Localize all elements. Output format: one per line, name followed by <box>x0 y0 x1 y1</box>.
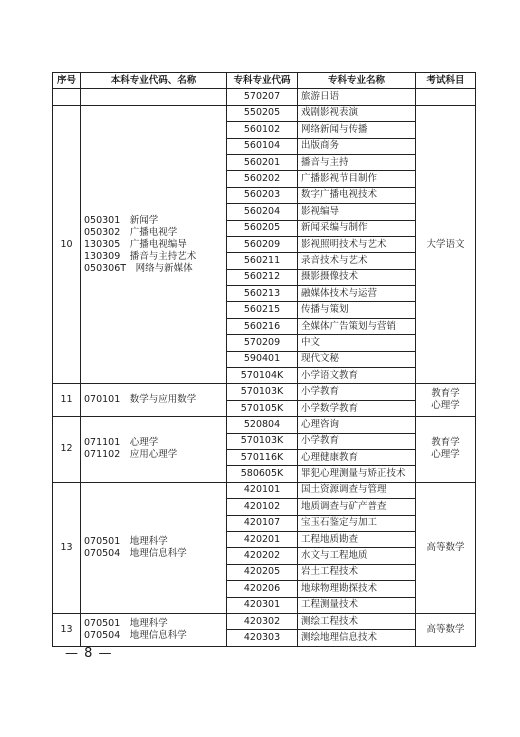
major-code-cell: 420206 <box>227 581 298 597</box>
major-name-cell: 罪犯心理测量与矫正技术 <box>298 466 416 482</box>
seq-cell: 12 <box>53 417 81 483</box>
table-row <box>53 613 476 629</box>
header-name: 专科专业名称 <box>298 73 416 89</box>
major-name-cell: 现代文秘 <box>298 351 416 367</box>
major-name-cell: 地质调查与矿产普查 <box>298 499 416 515</box>
major-name-cell: 测绘地理信息技术 <box>298 630 416 646</box>
undergrad-major: 130305 广播电视编导 <box>84 238 187 250</box>
major-name-cell: 工程地质勘查 <box>298 531 416 547</box>
major-name-cell: 传播与策划 <box>298 302 416 318</box>
table-row <box>53 482 476 498</box>
major-name-cell: 出版商务 <box>298 138 416 154</box>
seq-cell <box>53 89 81 105</box>
major-code-cell: 420107 <box>227 515 298 531</box>
major-code-cell: 420303 <box>227 630 298 646</box>
major-name-cell: 影视照明技术与艺术 <box>298 236 416 252</box>
major-code-cell: 420201 <box>227 531 298 547</box>
enrollment-table <box>52 72 476 647</box>
major-name-cell: 旅游日语 <box>298 89 416 105</box>
undergrad-major: 130309 播音与主持艺术 <box>84 250 197 262</box>
major-name-cell: 中文 <box>298 335 416 351</box>
table-row <box>53 105 476 121</box>
major-code-cell: 560211 <box>227 253 298 269</box>
undergrad-major: 070504 地理信息科学 <box>84 629 187 641</box>
header-subject: 考试科目 <box>416 73 476 89</box>
table-row <box>53 89 476 105</box>
major-name-cell: 宝玉石鉴定与加工 <box>298 515 416 531</box>
major-name-cell: 新闻采编与制作 <box>298 220 416 236</box>
table-body <box>53 89 476 646</box>
major-code-cell: 420301 <box>227 597 298 613</box>
undergrad-cell <box>81 417 227 483</box>
major-name-cell: 国土资源调查与管理 <box>298 482 416 498</box>
major-code-cell: 560204 <box>227 204 298 220</box>
major-code-cell: 560201 <box>227 154 298 170</box>
major-name-cell: 全媒体广告策划与营销 <box>298 318 416 334</box>
undergrad-cell <box>81 89 227 105</box>
major-code-cell: 420302 <box>227 613 298 629</box>
major-name-cell: 数字广播电视技术 <box>298 187 416 203</box>
undergrad-major: 070101 数学与应用数学 <box>84 394 197 406</box>
exam-subject-cell: 教育学 心理学 <box>416 384 476 417</box>
undergrad-major: 070501 地理科学 <box>84 535 168 547</box>
undergrad-cell <box>81 482 227 613</box>
undergrad-major: 071101 心理学 <box>84 437 159 449</box>
major-code-cell: 420205 <box>227 564 298 580</box>
major-code-cell: 420102 <box>227 499 298 515</box>
major-code-cell: 580605K <box>227 466 298 482</box>
header-seq: 序号 <box>53 73 81 89</box>
major-code-cell: 570104K <box>227 368 298 384</box>
major-code-cell: 570103K <box>227 384 298 400</box>
major-code-cell: 590401 <box>227 351 298 367</box>
major-name-cell: 播音与主持 <box>298 154 416 170</box>
header-undergrad: 本科专业代码、名称 <box>81 73 227 89</box>
undergrad-major: 071102 应用心理学 <box>84 449 178 461</box>
major-code-cell: 560212 <box>227 269 298 285</box>
major-code-cell: 560213 <box>227 286 298 302</box>
major-name-cell: 岩土工程技术 <box>298 564 416 580</box>
exam-subject-cell: 大学语文 <box>416 105 476 384</box>
major-name-cell: 测绘工程技术 <box>298 613 416 629</box>
major-code-cell: 570209 <box>227 335 298 351</box>
major-code-cell: 520804 <box>227 417 298 433</box>
seq-cell: 13 <box>53 613 81 646</box>
page-number: — 8 — <box>65 646 113 661</box>
major-name-cell: 小学语文教育 <box>298 368 416 384</box>
header-code: 专科专业代码 <box>227 73 298 89</box>
undergrad-major: 050302 广播电视学 <box>84 226 178 238</box>
major-code-cell: 560205 <box>227 220 298 236</box>
table-header-row <box>53 73 476 89</box>
undergrad-major: 050301 新闻学 <box>84 214 159 226</box>
major-name-cell: 广播影视节目制作 <box>298 171 416 187</box>
undergrad-major: 050306T 网络与新媒体 <box>84 262 193 274</box>
exam-subject-cell: 高等数学 <box>416 613 476 646</box>
major-name-cell: 摄影摄像技术 <box>298 269 416 285</box>
major-name-cell: 录音技术与艺术 <box>298 253 416 269</box>
major-code-cell: 560102 <box>227 122 298 138</box>
major-name-cell: 融媒体技术与运营 <box>298 286 416 302</box>
major-code-cell: 560209 <box>227 236 298 252</box>
undergrad-major: 070504 地理信息科学 <box>84 547 187 559</box>
major-code-cell: 570103K <box>227 433 298 449</box>
major-name-cell: 心理健康教育 <box>298 449 416 465</box>
major-name-cell: 小学教育 <box>298 433 416 449</box>
seq-cell: 10 <box>53 105 81 384</box>
major-code-cell: 560216 <box>227 318 298 334</box>
undergrad-cell <box>81 613 227 646</box>
major-name-cell: 心理咨询 <box>298 417 416 433</box>
exam-subject-cell: 高等数学 <box>416 482 476 613</box>
major-code-cell: 560104 <box>227 138 298 154</box>
major-code-cell: 550205 <box>227 105 298 121</box>
major-code-cell: 420101 <box>227 482 298 498</box>
major-name-cell: 小学数学教育 <box>298 400 416 416</box>
major-name-cell: 戏剧影视表演 <box>298 105 416 121</box>
undergrad-major: 070501 地理科学 <box>84 617 168 629</box>
major-name-cell: 影视编导 <box>298 204 416 220</box>
undergrad-cell <box>81 105 227 384</box>
major-code-cell: 560202 <box>227 171 298 187</box>
seq-cell: 11 <box>53 384 81 417</box>
major-name-cell: 地球物理勘探技术 <box>298 581 416 597</box>
major-name-cell: 工程测量技术 <box>298 597 416 613</box>
exam-subject-cell: 教育学 心理学 <box>416 417 476 483</box>
major-code-cell: 570105K <box>227 400 298 416</box>
seq-cell: 13 <box>53 482 81 613</box>
undergrad-cell <box>81 384 227 417</box>
table-row <box>53 384 476 400</box>
major-name-cell: 网络新闻与传播 <box>298 122 416 138</box>
table-row <box>53 417 476 433</box>
major-name-cell: 水文与工程地质 <box>298 548 416 564</box>
major-code-cell: 420202 <box>227 548 298 564</box>
exam-subject-cell <box>416 89 476 105</box>
major-code-cell: 570207 <box>227 89 298 105</box>
major-code-cell: 570116K <box>227 449 298 465</box>
major-code-cell: 560203 <box>227 187 298 203</box>
major-code-cell: 560215 <box>227 302 298 318</box>
major-name-cell: 小学教育 <box>298 384 416 400</box>
